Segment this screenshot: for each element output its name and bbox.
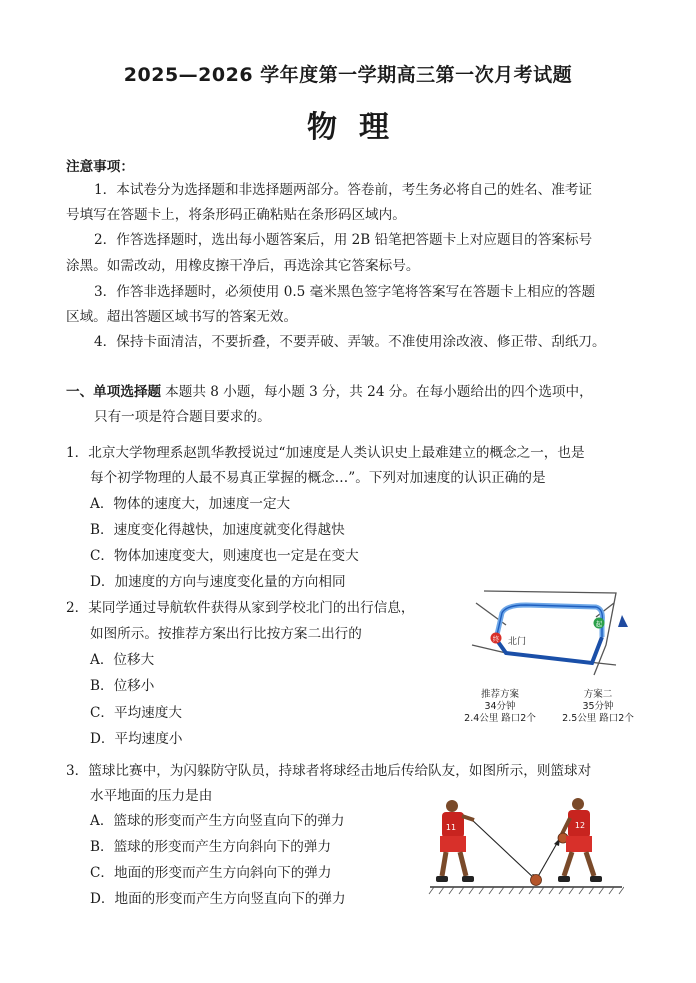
plan1-name: 推荐方案 bbox=[480, 689, 519, 700]
north-gate-label: 北门 bbox=[508, 637, 527, 647]
player-2-figure bbox=[558, 798, 602, 882]
q1-option-b: B．速度变化得越快，加速度就变化得越快 bbox=[90, 522, 345, 538]
q1-stem-line-2: 每个初学物理的人最不易真正掌握的概念…”。下列对加速度的认识正确的是 bbox=[90, 470, 546, 486]
plan2-detail: 2.5公里 路口2个 bbox=[562, 713, 634, 724]
notice-line-6: 区域。超出答题区域书写的答案无效。 bbox=[66, 309, 298, 325]
plan2-time: 35分钟 bbox=[582, 701, 614, 712]
section-1-line-1 bbox=[66, 382, 593, 402]
player-1-figure bbox=[436, 800, 474, 882]
q3-basketball-figure bbox=[428, 794, 624, 902]
plan1-info bbox=[460, 689, 540, 725]
start-marker-label: 起 bbox=[595, 620, 603, 628]
notice-line-3: 2．作答选择题时，选出每小题答案后，用 2B 铅笔把答题卡上对应题目的答案标号 bbox=[94, 232, 593, 248]
alternative-route-line bbox=[496, 605, 602, 639]
q3-option-c: C．地面的形变而产生方向斜向下的弹力 bbox=[90, 865, 332, 881]
q3-option-b: B．篮球的形变而产生方向斜向下的弹力 bbox=[90, 839, 332, 855]
q2-route-figure bbox=[466, 583, 636, 731]
plan2-name: 方案二 bbox=[583, 689, 613, 700]
q1-stem-line-1: 1．北京大学物理系赵凯华教授说过“加速度是人类认识史上最难建立的概念之一，也是 bbox=[66, 445, 585, 461]
north-arrow-icon bbox=[618, 615, 628, 627]
notice-line-4: 涂黑。如需改动，用橡皮擦干净后，再选涂其它答案标号。 bbox=[66, 258, 420, 274]
ground-hatch bbox=[429, 887, 624, 894]
player-2-number: 12 bbox=[574, 821, 586, 830]
q2-option-d: D．平均速度小 bbox=[90, 731, 183, 747]
q2-option-a: A．位移大 bbox=[90, 652, 155, 668]
q3-option-d: D．地面的形变而产生方向竖直向下的弹力 bbox=[90, 891, 346, 907]
player-1-number: 11 bbox=[445, 823, 457, 832]
q2-option-b: B．位移小 bbox=[90, 678, 155, 694]
plan1-detail: 2.4公里 路口2个 bbox=[464, 713, 536, 724]
notice-line-1: 1．本试卷分为选择题和非选择题两部分。答卷前，考生务必将自己的姓名、准考证 bbox=[94, 182, 593, 198]
q2-stem-line-2: 如图所示。按推荐方案出行比按方案二出行的 bbox=[90, 626, 362, 642]
section-1-desc-2: 只有一项是符合题目要求的。 bbox=[94, 409, 271, 425]
end-marker-label: 终 bbox=[492, 635, 500, 643]
notice-line-5: 3．作答非选择题时，必须使用 0.5 毫米黑色签字笔将答案写在答题卡上相应的答题 bbox=[94, 284, 596, 300]
notice-heading: 注意事项： bbox=[66, 159, 134, 175]
pass-path-down bbox=[470, 818, 536, 880]
q2-option-c: C．平均速度大 bbox=[90, 705, 182, 721]
q1-option-d: D．加速度的方向与速度变化量的方向相同 bbox=[90, 574, 346, 590]
q3-stem-line-2: 水平地面的压力是由 bbox=[90, 788, 213, 804]
exam-title: 2025—2026 学年度第一学期高三第一次月考试题 bbox=[123, 64, 573, 86]
q1-option-a: A．物体的速度大，加速度一定大 bbox=[90, 496, 291, 512]
plan2-info bbox=[558, 689, 638, 725]
notice-line-2: 号填写在答题卡上，将条形码正确粘贴在条形码区域内。 bbox=[66, 207, 406, 223]
section-1-heading: 一、单项选择题 bbox=[66, 384, 162, 400]
subject-title: 物理 bbox=[307, 110, 411, 145]
q2-stem-line-1: 2．某同学通过导航软件获得从家到学校北门的出行信息， bbox=[66, 600, 415, 616]
basketball-icon bbox=[531, 875, 542, 886]
q3-stem-line-1: 3．篮球比赛中，为闪躲防守队员，持球者将球经击地后传给队友，如图所示，则篮球对 bbox=[66, 763, 592, 779]
section-1-desc-1: 本题共 8 小题，每小题 3 分，共 24 分。在每小题给出的四个选项中， bbox=[165, 384, 593, 400]
q1-option-c: C．物体加速度变大，则速度也一定是在变大 bbox=[90, 548, 359, 564]
q3-option-a: A．篮球的形变而产生方向竖直向下的弹力 bbox=[90, 813, 345, 829]
notice-line-7: 4．保持卡面清洁，不要折叠，不要弄破、弄皱。不准使用涂改液、修正带、刮纸刀。 bbox=[94, 334, 606, 350]
plan1-time: 34分钟 bbox=[484, 701, 516, 712]
bounce-pass-illustration bbox=[428, 794, 624, 902]
